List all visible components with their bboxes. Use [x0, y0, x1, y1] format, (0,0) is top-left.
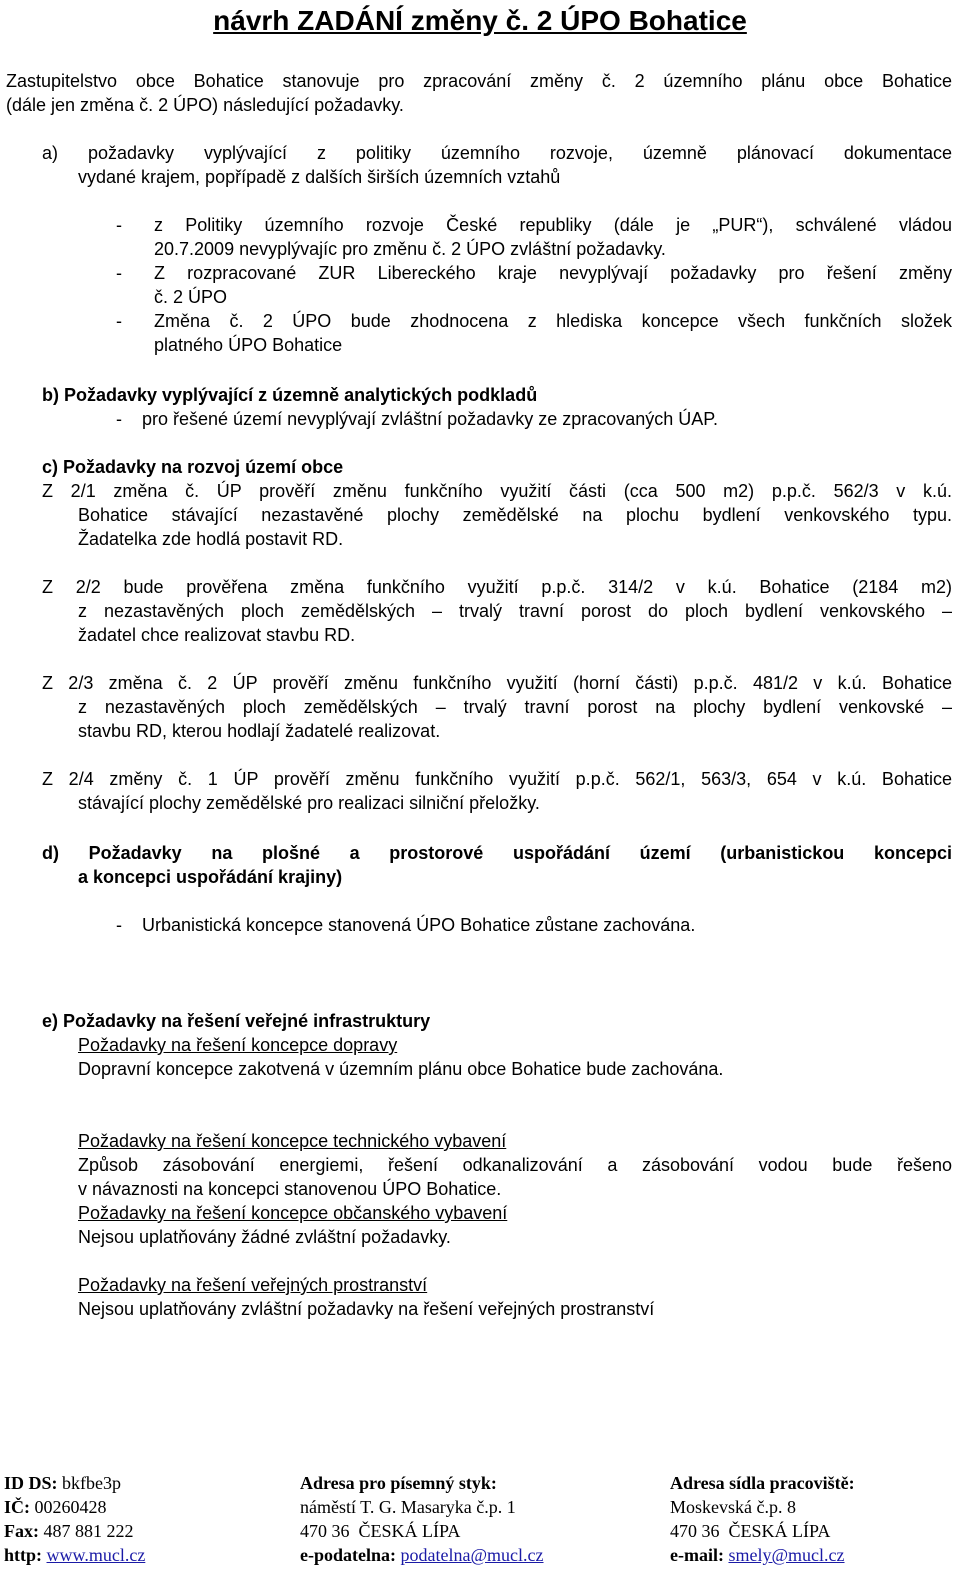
- footer-epodatelna-link[interactable]: podatelna@mucl.cz: [400, 1545, 544, 1565]
- z21-line-1: Z 2/1 změna č. ÚP prověří změnu funkčního využití části (cca 500 m2) p.p.č. 562/3 v k.ú.: [42, 481, 952, 501]
- footer-postal-line-2: 470 36 ČESKÁ LÍPA: [300, 1521, 461, 1541]
- section-a-item-1-dash: -: [116, 215, 122, 235]
- doprava-text: Dopravní koncepce zakotvená v územním plánu obce Bohatice bude zachována.: [78, 1059, 724, 1079]
- section-d-heading-line-1: d) Požadavky na plošné a prostorové uspořádání území (urbanistickou koncepci: [42, 843, 952, 863]
- z24-line-1: Z 2/4 změny č. 1 ÚP prověří změnu funkčního využití p.p.č. 562/1, 563/3, 654 v k.ú. Bohatice: [42, 769, 952, 789]
- section-d-heading-line-2: a koncepci uspořádání krajiny): [78, 867, 343, 887]
- section-d-item: - Urbanistická koncepce stanovená ÚPO Bohatice zůstane zachována.: [116, 915, 696, 935]
- obcanske-text: Nejsou uplatňovány žádné zvláštní požadavky.: [78, 1227, 451, 1247]
- section-b-heading: b) Požadavky vyplývající z územně analytických podkladů: [42, 385, 538, 405]
- footer-postal-heading: Adresa pro písemný styk:: [300, 1473, 497, 1493]
- footer-office-line-1: Moskevská č.p. 8: [670, 1497, 796, 1517]
- z22-line-1: Z 2/2 bude prověřena změna funkčního využití p.p.č. 314/2 v k.ú. Bohatice (2184 m2): [42, 577, 952, 597]
- doprava-subheading: Požadavky na řešení koncepce dopravy: [78, 1035, 398, 1055]
- intro-line-2: (dále jen změna č. 2 ÚPO) následující požadavky.: [6, 95, 404, 115]
- footer-office-line-2: 470 36 ČESKÁ LÍPA: [670, 1521, 831, 1541]
- z22-line-2: z nezastavěných ploch zemědělských – trvalý travní porost do ploch bydlení venkovského –: [78, 601, 952, 621]
- section-a-heading-line-2: vydané krajem, popřípadě z dalších širších územních vztahů: [78, 167, 561, 187]
- footer-fax: Fax: 487 881 222: [4, 1521, 134, 1541]
- section-a-item-3-dash: -: [116, 311, 122, 331]
- footer-epodatelna: e-podatelna: podatelna@mucl.cz: [300, 1545, 544, 1565]
- document-title: návrh ZADÁNÍ změny č. 2 ÚPO Bohatice: [213, 5, 747, 36]
- obcanske-subheading: Požadavky na řešení koncepce občanského vybavení: [78, 1203, 508, 1223]
- z23-line-1: Z 2/3 změna č. 2 ÚP prověří změnu funkčního využití (horní části) p.p.č. 481/2 v k.ú. Bohatice: [42, 673, 952, 693]
- section-a-item-3-line-1: Změna č. 2 ÚPO bude zhodnocena z hlediska koncepce všech funkčních složek: [154, 311, 952, 331]
- section-a-heading-line-1: a) požadavky vyplývající z politiky územního rozvoje, územně plánovací dokumentace: [42, 143, 952, 163]
- z23-line-2: z nezastavěných ploch zemědělských – trvalý travní porost na plochy bydlení venkovské –: [78, 697, 952, 717]
- section-a-item-2-dash: -: [116, 263, 122, 283]
- verejna-prostranstvi-subheading: Požadavky na řešení veřejných prostranství: [78, 1275, 428, 1295]
- tech-subheading: Požadavky na řešení koncepce technického vybavení: [78, 1131, 507, 1151]
- section-a-item-2-line-1: Z rozpracované ZUR Libereckého kraje nevyplývají požadavky pro řešení změny: [154, 263, 952, 283]
- z24-line-2: stávající plochy zemědělské pro realizaci silniční přeložky.: [78, 793, 540, 813]
- section-a-item-1-line-1: z Politiky územního rozvoje České republiky (dále je „PUR“), schválené vládou: [154, 215, 952, 235]
- tech-text-line-2: v návaznosti na koncepci stanovenou ÚPO Bohatice.: [78, 1179, 502, 1199]
- tech-text-line-1: Způsob zásobování energiemi, řešení odkanalizování a zásobování vodou bude řešeno: [78, 1155, 952, 1175]
- footer-office-heading: Adresa sídla pracoviště:: [670, 1473, 855, 1493]
- z23-line-3: stavbu RD, kterou hodlají žadatelé realizovat.: [78, 721, 441, 741]
- intro-line-1: Zastupitelstvo obce Bohatice stanovuje pro zpracování změny č. 2 územního plánu obce Bohatice: [6, 71, 952, 91]
- section-c-heading: c) Požadavky na rozvoj území obce: [42, 457, 344, 477]
- footer-web-link[interactable]: www.mucl.cz: [46, 1545, 146, 1565]
- verejna-prostranstvi-text: Nejsou uplatňovány zvláštní požadavky na řešení veřejných prostranství: [78, 1299, 655, 1319]
- section-a-item-1-line-2: 20.7.2009 nevyplývajíc pro změnu č. 2 ÚPO zvláštní požadavky.: [154, 239, 666, 259]
- section-a-item-2-line-2: č. 2 ÚPO: [154, 287, 228, 307]
- z22-line-3: žadatel chce realizovat stavbu RD.: [78, 625, 356, 645]
- footer-ic: IČ: 00260428: [4, 1497, 107, 1517]
- section-b-item: - pro řešené území nevyplývají zvláštní požadavky ze zpracovaných ÚAP.: [116, 409, 718, 429]
- section-a-item-3-line-2: platného ÚPO Bohatice: [154, 335, 343, 355]
- footer-id-ds: ID DS: bkfbe3p: [4, 1473, 121, 1493]
- z21-line-2: Bohatice stávající nezastavěné plochy zemědělské na plochu bydlení venkovského typu.: [78, 505, 952, 525]
- section-e-heading: e) Požadavky na řešení veřejné infrastruktury: [42, 1011, 431, 1031]
- footer-http: http: www.mucl.cz: [4, 1545, 146, 1565]
- footer-postal-line-1: náměstí T. G. Masaryka č.p. 1: [300, 1497, 516, 1517]
- z21-line-3: Žadatelka zde hodlá postavit RD.: [78, 529, 344, 549]
- footer-email: e-mail: smely@mucl.cz: [670, 1545, 845, 1565]
- footer-email-link[interactable]: smely@mucl.cz: [728, 1545, 845, 1565]
